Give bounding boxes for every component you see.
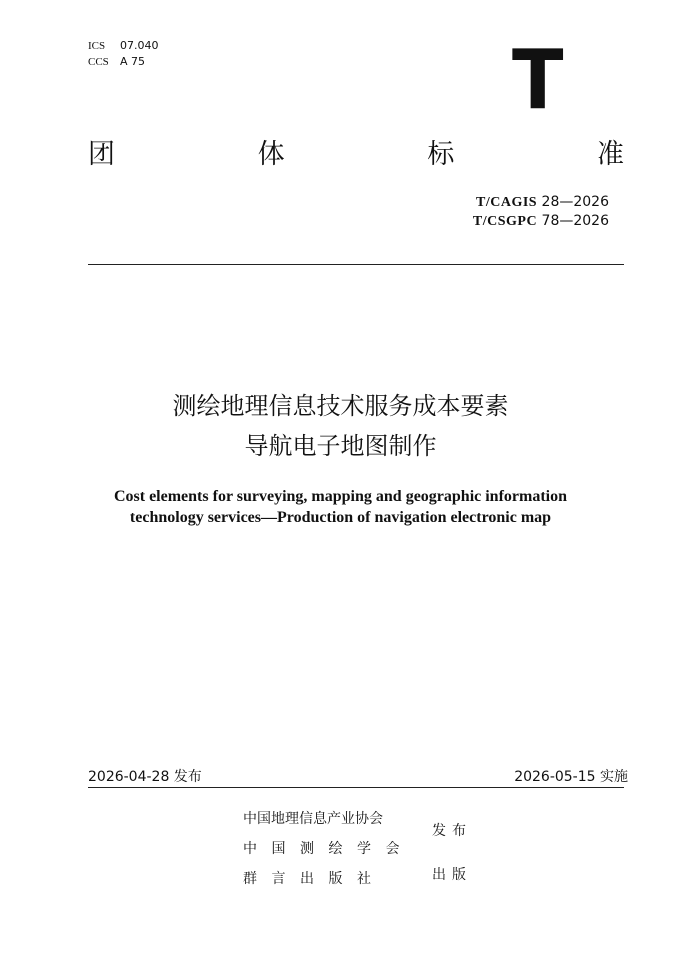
publisher-name: 中国地理信息产业协会 xyxy=(243,811,383,827)
publishers xyxy=(243,804,414,894)
english-title xyxy=(0,486,681,528)
header-divider xyxy=(88,264,624,265)
standard-code-number: 78—2026 xyxy=(541,213,609,229)
standard-type-char: 标 xyxy=(427,139,455,170)
implement-date: 2026-05-15 实施 xyxy=(514,769,628,785)
chinese-title xyxy=(0,386,681,466)
publisher-name: 群言出版社 xyxy=(243,871,386,887)
standard-type-char: 体 xyxy=(257,139,285,170)
standard-code-line xyxy=(473,193,609,212)
issue-label: 发布 xyxy=(432,823,472,839)
ics-label: ICS xyxy=(88,40,106,52)
date-row xyxy=(88,768,628,786)
publish-label: 出版 xyxy=(432,867,472,883)
chinese-title-line: 导航电子地图制作 xyxy=(244,432,437,460)
chinese-title-line: 测绘地理信息技术服务成本要素 xyxy=(172,392,509,420)
ics-value: 07.040 xyxy=(120,39,159,52)
english-title-line: Cost elements for surveying, mapping and geographic information xyxy=(113,488,568,505)
standard-type-char: 准 xyxy=(596,139,624,170)
footer-divider xyxy=(88,787,624,788)
standard-code-prefix: T/CSGPC xyxy=(472,214,538,229)
classification-codes xyxy=(88,38,159,70)
standard-code-line xyxy=(473,212,609,231)
ics-row xyxy=(88,38,159,54)
standard-codes xyxy=(473,193,609,231)
english-title-line: technology services—Production of navigation electronic map xyxy=(129,509,552,526)
standard-type-char: 团 xyxy=(88,139,115,170)
standard-code-prefix: T/CAGIS xyxy=(476,195,538,210)
standard-code-number: 28—2026 xyxy=(541,194,609,210)
ccs-row xyxy=(88,54,159,70)
publisher-name: 中国测绘学会 xyxy=(243,841,414,857)
ccs-label: CCS xyxy=(88,56,109,68)
release-date: 2026-04-28 发布 xyxy=(88,769,202,785)
ccs-value: A 75 xyxy=(120,55,146,68)
standard-type-heading xyxy=(88,138,624,172)
category-mark: T xyxy=(512,33,564,128)
